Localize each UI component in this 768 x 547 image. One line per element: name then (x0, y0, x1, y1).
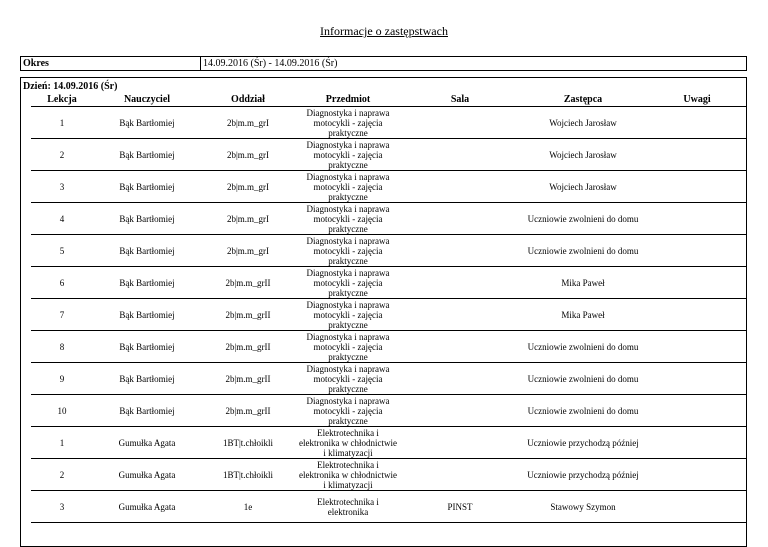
cell-uwagi (647, 171, 747, 203)
table-row (31, 427, 747, 459)
cell-nauczyciel: Bąk Bartłomiej (93, 395, 201, 427)
cell-uwagi (647, 107, 747, 139)
column-header-lekcja: Lekcja (31, 92, 93, 107)
cell-nauczyciel: Bąk Bartłomiej (93, 107, 201, 139)
cell-zastepca: Wojciech Jarosław (519, 107, 647, 139)
cell-sala (401, 363, 519, 395)
cell-sala (401, 107, 519, 139)
table-row (31, 299, 747, 331)
cell-lekcja: 5 (31, 235, 93, 267)
cell-uwagi (647, 139, 747, 171)
cell-lekcja: 1 (31, 107, 93, 139)
cell-nauczyciel: Bąk Bartłomiej (93, 267, 201, 299)
table-row (31, 331, 747, 363)
table-row (31, 139, 747, 171)
cell-sala (401, 235, 519, 267)
cell-przedmiot: Diagnostyka i naprawa motocykli - zajęcia praktyczne (295, 331, 401, 363)
cell-oddzial: 2b|m.m_grI (201, 171, 295, 203)
cell-lekcja: 8 (31, 331, 93, 363)
substitutions-table (31, 92, 747, 523)
table-row (31, 171, 747, 203)
substitutions-frame (20, 77, 747, 547)
period-box (20, 56, 747, 71)
cell-zastepca: Mika Paweł (519, 267, 647, 299)
cell-przedmiot: Diagnostyka i naprawa motocykli - zajęcia praktyczne (295, 363, 401, 395)
cell-przedmiot: Diagnostyka i naprawa motocykli - zajęcia praktyczne (295, 139, 401, 171)
cell-oddzial: 2b|m.m_grII (201, 363, 295, 395)
cell-oddzial: 1e (201, 491, 295, 523)
cell-uwagi (647, 395, 747, 427)
cell-oddzial: 1BT|t.chłoikli (201, 427, 295, 459)
column-header-oddzial: Oddział (201, 92, 295, 107)
table-row (31, 459, 747, 491)
table-row (31, 491, 747, 523)
cell-uwagi (647, 267, 747, 299)
cell-nauczyciel: Gumułka Agata (93, 491, 201, 523)
cell-uwagi (647, 427, 747, 459)
cell-przedmiot: Elektrotechnika i elektronika w chłodnictwie i klimatyzacji (295, 427, 401, 459)
cell-lekcja: 3 (31, 491, 93, 523)
cell-lekcja: 7 (31, 299, 93, 331)
cell-nauczyciel: Bąk Bartłomiej (93, 363, 201, 395)
cell-zastepca: Uczniowie zwolnieni do domu (519, 395, 647, 427)
cell-przedmiot: Diagnostyka i naprawa motocykli - zajęcia praktyczne (295, 299, 401, 331)
cell-oddzial: 1BT|t.chłoikli (201, 459, 295, 491)
period-divider (200, 57, 201, 70)
cell-oddzial: 2b|m.m_grII (201, 395, 295, 427)
page-title: Informacje o zastępstwach (320, 24, 448, 38)
table-row (31, 107, 747, 139)
cell-nauczyciel: Bąk Bartłomiej (93, 331, 201, 363)
cell-sala (401, 171, 519, 203)
cell-nauczyciel: Gumułka Agata (93, 459, 201, 491)
cell-uwagi (647, 299, 747, 331)
cell-zastepca: Wojciech Jarosław (519, 139, 647, 171)
cell-przedmiot: Diagnostyka i naprawa motocykli - zajęcia praktyczne (295, 235, 401, 267)
cell-lekcja: 4 (31, 203, 93, 235)
cell-nauczyciel: Bąk Bartłomiej (93, 299, 201, 331)
cell-sala (401, 299, 519, 331)
cell-przedmiot: Elektrotechnika i elektronika (295, 491, 401, 523)
cell-przedmiot: Diagnostyka i naprawa motocykli - zajęcia praktyczne (295, 395, 401, 427)
cell-nauczyciel: Bąk Bartłomiej (93, 235, 201, 267)
cell-uwagi (647, 363, 747, 395)
column-header-zastepca: Zastępca (519, 92, 647, 107)
table-row (31, 395, 747, 427)
day-header: Dzień: 14.09.2016 (Śr) (23, 81, 118, 92)
cell-lekcja: 9 (31, 363, 93, 395)
cell-lekcja: 2 (31, 139, 93, 171)
cell-sala (401, 331, 519, 363)
table-header-row (31, 92, 747, 107)
cell-zastepca: Stawowy Szymon (519, 491, 647, 523)
cell-uwagi (647, 235, 747, 267)
cell-zastepca: Uczniowie zwolnieni do domu (519, 235, 647, 267)
cell-oddzial: 2b|m.m_grI (201, 235, 295, 267)
cell-lekcja: 6 (31, 267, 93, 299)
cell-sala (401, 395, 519, 427)
cell-zastepca: Uczniowie zwolnieni do domu (519, 363, 647, 395)
cell-lekcja: 2 (31, 459, 93, 491)
cell-uwagi (647, 491, 747, 523)
cell-sala: PINST (401, 491, 519, 523)
period-label: Okres (23, 58, 49, 69)
cell-oddzial: 2b|m.m_grII (201, 267, 295, 299)
cell-przedmiot: Diagnostyka i naprawa motocykli - zajęcia praktyczne (295, 267, 401, 299)
cell-nauczyciel: Gumułka Agata (93, 427, 201, 459)
cell-przedmiot: Diagnostyka i naprawa motocykli - zajęcia praktyczne (295, 107, 401, 139)
column-header-uwagi: Uwagi (647, 92, 747, 107)
cell-oddzial: 2b|m.m_grII (201, 331, 295, 363)
cell-oddzial: 2b|m.m_grI (201, 203, 295, 235)
cell-oddzial: 2b|m.m_grI (201, 139, 295, 171)
cell-sala (401, 203, 519, 235)
cell-nauczyciel: Bąk Bartłomiej (93, 203, 201, 235)
cell-oddzial: 2b|m.m_grI (201, 107, 295, 139)
cell-zastepca: Uczniowie zwolnieni do domu (519, 331, 647, 363)
column-header-nauczyciel: Nauczyciel (93, 92, 201, 107)
cell-sala (401, 139, 519, 171)
cell-lekcja: 10 (31, 395, 93, 427)
cell-sala (401, 427, 519, 459)
cell-zastepca: Uczniowie przychodzą później (519, 427, 647, 459)
cell-sala (401, 459, 519, 491)
cell-uwagi (647, 203, 747, 235)
cell-lekcja: 3 (31, 171, 93, 203)
column-header-przedmiot: Przedmiot (295, 92, 401, 107)
cell-przedmiot: Diagnostyka i naprawa motocykli - zajęcia praktyczne (295, 203, 401, 235)
cell-sala (401, 267, 519, 299)
cell-oddzial: 2b|m.m_grII (201, 299, 295, 331)
cell-zastepca: Mika Paweł (519, 299, 647, 331)
table-row (31, 267, 747, 299)
cell-zastepca: Uczniowie zwolnieni do domu (519, 203, 647, 235)
cell-nauczyciel: Bąk Bartłomiej (93, 139, 201, 171)
cell-zastepca: Wojciech Jarosław (519, 171, 647, 203)
cell-uwagi (647, 331, 747, 363)
cell-przedmiot: Diagnostyka i naprawa motocykli - zajęcia praktyczne (295, 171, 401, 203)
table-row (31, 363, 747, 395)
cell-nauczyciel: Bąk Bartłomiej (93, 171, 201, 203)
period-value: 14.09.2016 (Śr) - 14.09.2016 (Śr) (203, 58, 338, 69)
column-header-sala: Sala (401, 92, 519, 107)
table-row (31, 235, 747, 267)
cell-uwagi (647, 459, 747, 491)
table-row (31, 203, 747, 235)
cell-zastepca: Uczniowie przychodzą później (519, 459, 647, 491)
cell-przedmiot: Elektrotechnika i elektronika w chłodnictwie i klimatyzacji (295, 459, 401, 491)
cell-lekcja: 1 (31, 427, 93, 459)
